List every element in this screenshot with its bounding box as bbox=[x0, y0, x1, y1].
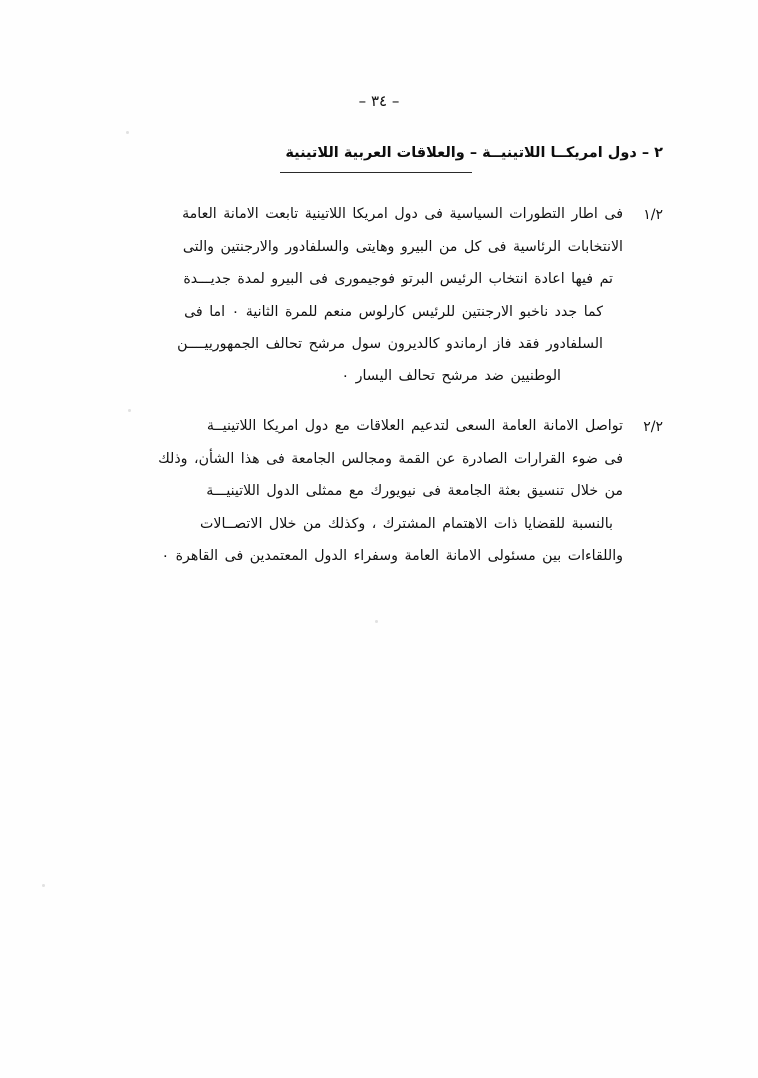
scan-speckle bbox=[375, 620, 378, 623]
paragraph-line bbox=[93, 368, 663, 384]
paragraph-line bbox=[93, 548, 663, 564]
paragraph-line-text: فى ضوء القرارات الصادرة عن القمة ومجالس الجامعة فى هذا الشأن، وذلك bbox=[158, 451, 623, 468]
paragraph-line-text: فى اطار التطورات السياسية فى دول امريكا اللاتينية تابعت الامانة العامة bbox=[182, 206, 623, 222]
section-heading: ٢ – دول امريكــا اللاتينيــة – والعلاقات العربية اللاتينية bbox=[285, 145, 663, 161]
paragraph-line-text: السلفادور فقد فاز ارماندو كالديرون سول مرشح تحالف الجمهورييــــن bbox=[177, 336, 603, 353]
paragraph-line-text: تم فيها اعادة انتخاب الرئيس البرتو فوجيمورى فى البيرو لمدة جديـــدة bbox=[183, 271, 613, 288]
paragraph-line-text: تواصل الامانة العامة السعى لتدعيم العلاقات مع دول امريكا اللاتينيــة bbox=[206, 418, 623, 434]
page-number: – ٣٤ – bbox=[358, 92, 400, 110]
paragraph-line bbox=[93, 418, 663, 435]
heading-underline bbox=[280, 172, 472, 173]
paragraph-line bbox=[93, 451, 663, 467]
paragraph-line bbox=[93, 304, 663, 320]
scan-speckle bbox=[42, 884, 45, 887]
paragraph-line bbox=[93, 336, 663, 352]
paragraph-number: ٢/٢ bbox=[643, 419, 663, 435]
paragraph-line-text: من خلال تنسيق بعثة الجامعة فى نيويورك مع ممثلى الدول اللاتينيـــة bbox=[206, 483, 623, 500]
paragraph-line-text: الوطنيين ضد مرشح تحالف اليسار ٠ bbox=[341, 368, 561, 385]
paragraph-block-1 bbox=[93, 206, 663, 401]
paragraph-line bbox=[93, 516, 663, 532]
paragraph-line bbox=[93, 483, 663, 499]
scan-speckle bbox=[126, 131, 129, 134]
paragraph-line-text: بالنسبة للقضايا ذات الاهتمام المشترك ، وكذلك من خلال الاتصــالات bbox=[200, 515, 613, 532]
paragraph-line-text: واللقاءات بين مسئولى الامانة العامة وسفراء الدول المعتمدين فى القاهرة ٠ bbox=[161, 548, 623, 565]
paragraph-line-text: الانتخابات الرئاسية فى كل من البيرو وهايتى والسلفادور والارجنتين والتى bbox=[182, 239, 623, 256]
paragraph-number: ١/٢ bbox=[643, 207, 663, 223]
paragraph-line bbox=[93, 271, 663, 287]
paragraph-line bbox=[93, 239, 663, 255]
paragraph-line bbox=[93, 206, 663, 223]
scan-speckle bbox=[128, 409, 131, 412]
paragraph-line-text: كما جدد ناخبو الارجنتين للرئيس كارلوس منعم للمرة الثانية ٠ اما فى bbox=[184, 303, 603, 320]
paragraph-block-2 bbox=[93, 418, 663, 580]
